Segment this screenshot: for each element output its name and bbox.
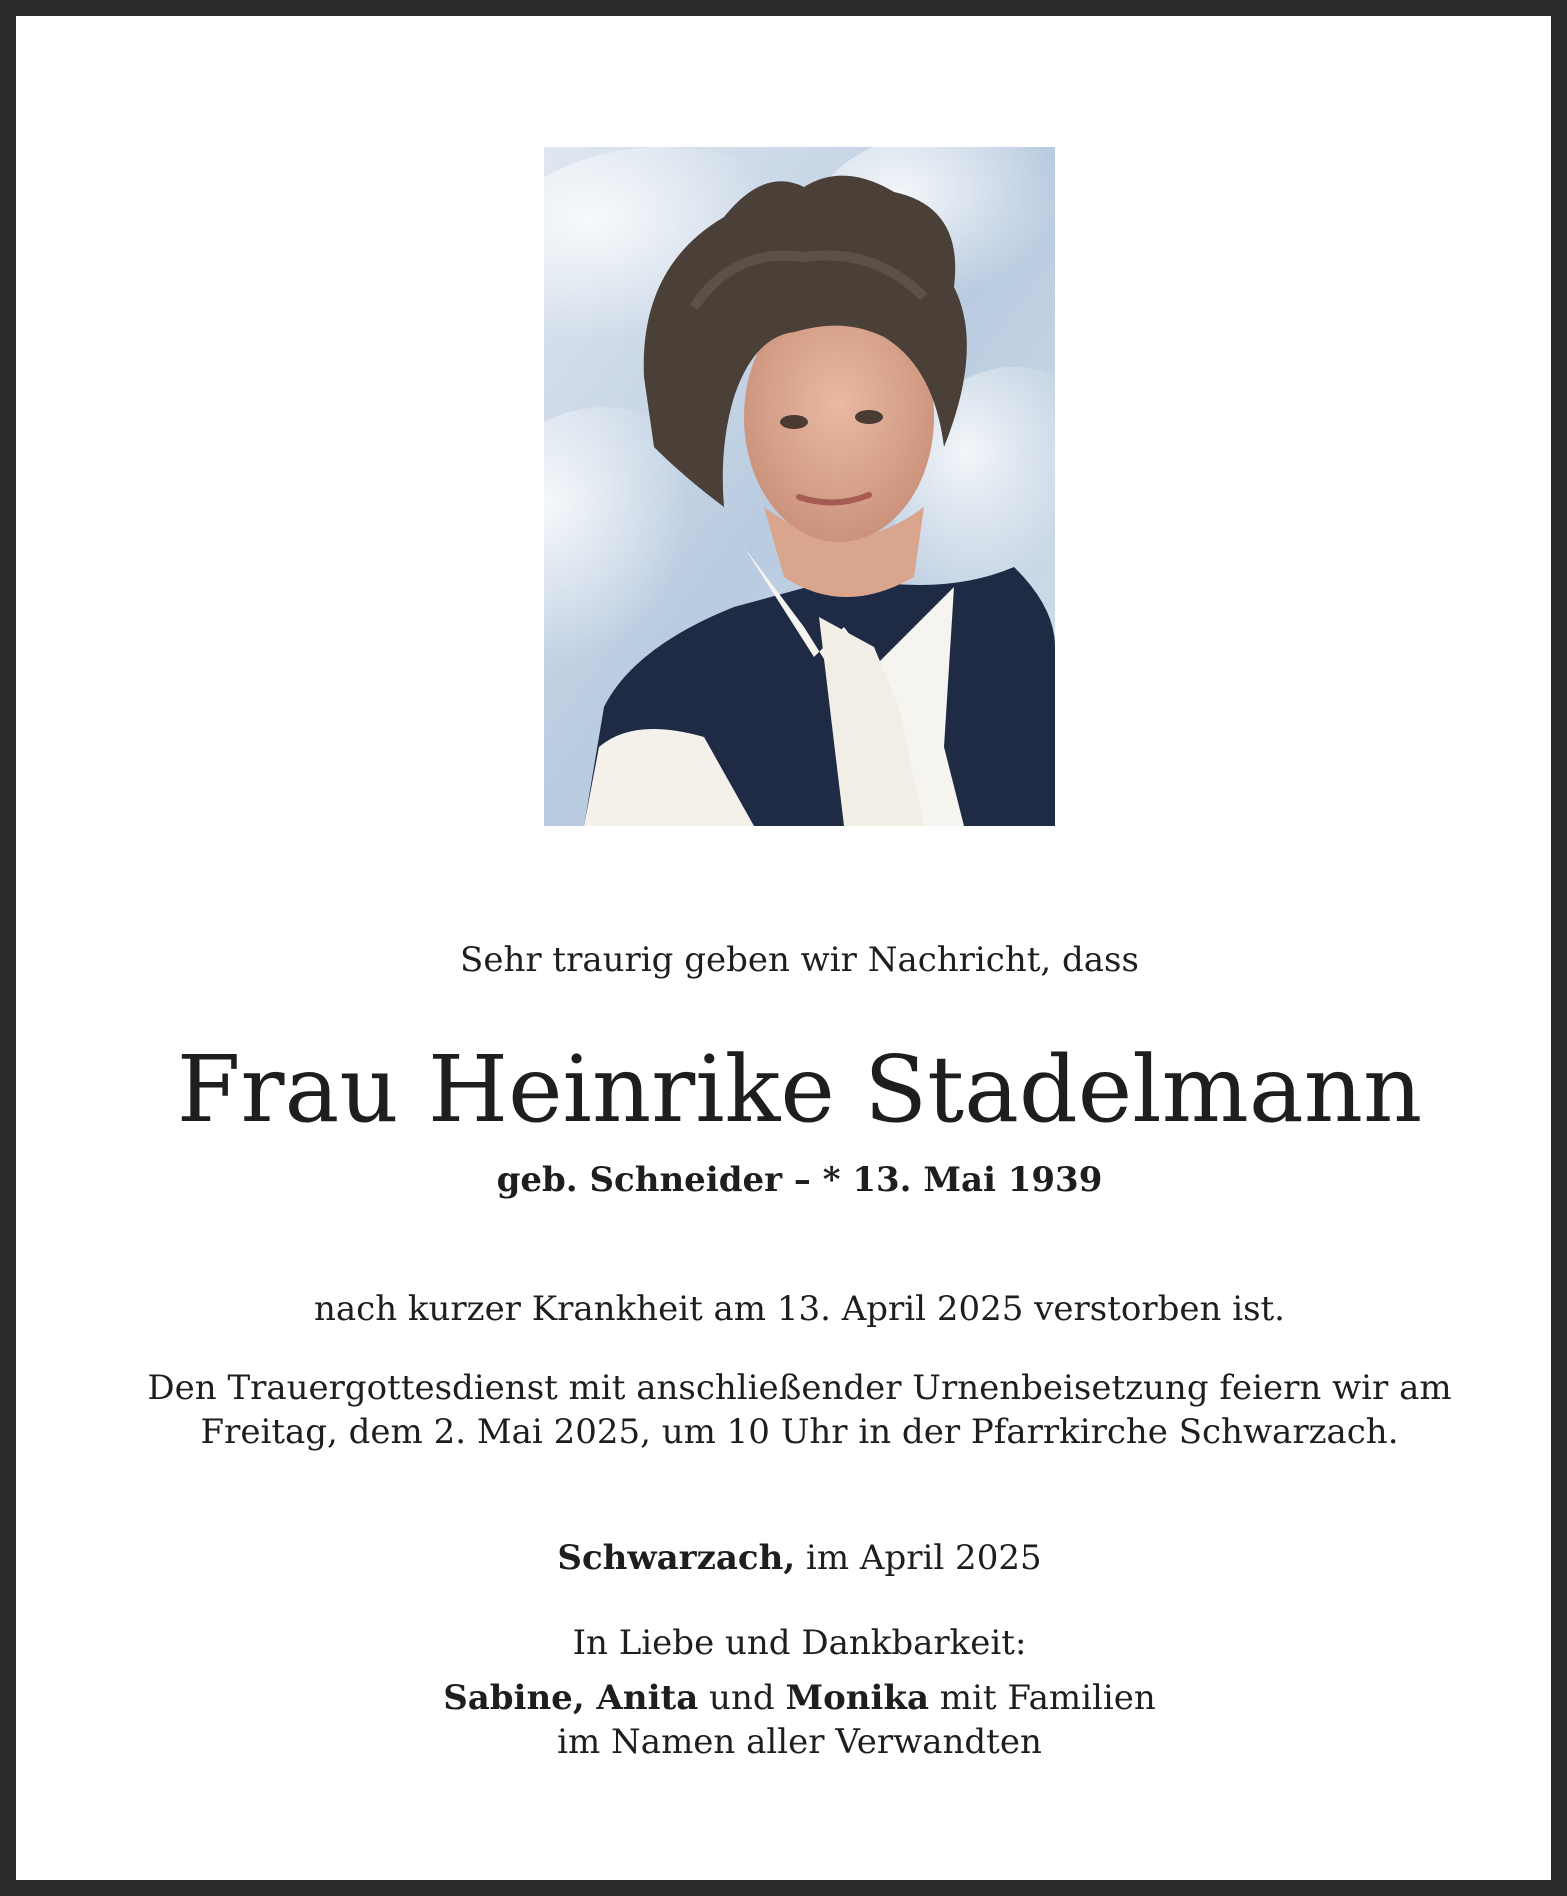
- portrait-photo: [544, 147, 1055, 826]
- relatives-line: im Namen aller Verwandten: [557, 1722, 1042, 1762]
- funeral-service-line-2: Freitag, dem 2. Mai 2025, um 10 Uhr in der Pfarrkirche Schwarzach.: [200, 1412, 1399, 1452]
- family-signature: [32, 1676, 1567, 1764]
- thanks-line: In Liebe und Dankbarkeit:: [572, 1623, 1027, 1663]
- place-name: Schwarzach,: [557, 1538, 796, 1578]
- death-info: nach kurzer Krankheit am 13. April 2025 verstorben ist.: [313, 1289, 1285, 1329]
- family-names-line: [32, 1676, 1567, 1720]
- funeral-service-info: [32, 1366, 1567, 1454]
- family-name-first: Sabine, Anita: [443, 1678, 699, 1718]
- funeral-service-line-1: Den Trauergottesdienst mit anschließender Urnenbeisetzung feiern wir am: [147, 1368, 1452, 1408]
- intro-text: Sehr traurig geben wir Nachricht, dass: [460, 940, 1139, 980]
- deceased-name: Frau Heinrike Stadelmann: [176, 1036, 1423, 1143]
- notice-date: im April 2025: [795, 1538, 1042, 1578]
- place-date: [32, 1536, 1567, 1580]
- family-rest: mit Familien: [928, 1678, 1156, 1718]
- family-and: und: [698, 1678, 786, 1718]
- birth-info: geb. Schneider – * 13. Mai 1939: [496, 1160, 1103, 1200]
- portrait-photo-icon: [544, 147, 1055, 826]
- family-name-second: Monika: [785, 1678, 929, 1718]
